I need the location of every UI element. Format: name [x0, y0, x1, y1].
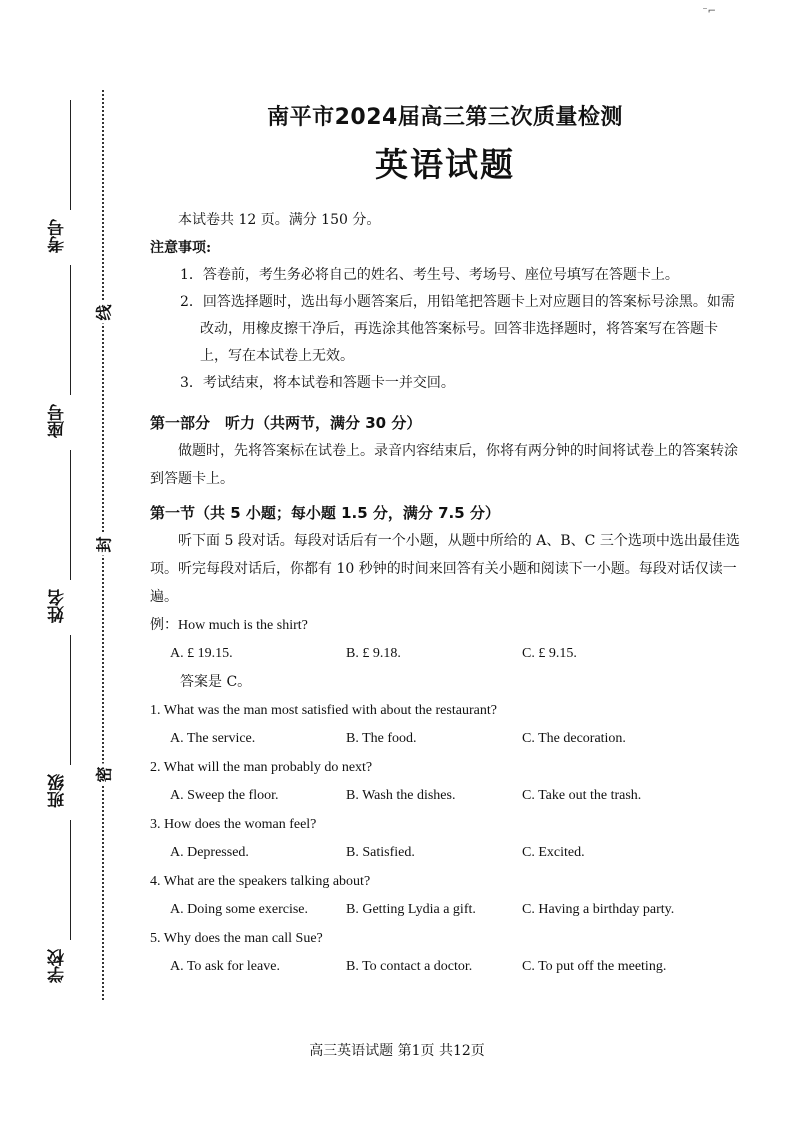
- subject-title: 英语试题: [375, 145, 515, 184]
- label-class: 班级: [50, 770, 78, 812]
- section1-heading: 第一节（共 5 小题；每小题 1.5 分，满分 7.5 分）: [150, 504, 500, 522]
- corner-mark: ⁻⌐: [702, 6, 716, 17]
- option-b: B. Satisfied.: [346, 845, 415, 860]
- part1-instructions: 做题时，先将答案标在试卷上。录音内容结束后，你将有两分钟的时间将试卷上的答案转涂到答题卡上。: [150, 443, 738, 487]
- example-question: [150, 612, 740, 696]
- part1-heading: 第一部分 听力（共两节，满分 30 分）: [150, 414, 422, 432]
- option-c: C. The decoration.: [522, 731, 626, 746]
- fill-line-seat-number: [70, 265, 71, 395]
- fill-line-exam-number: [70, 100, 71, 210]
- example-stem: 例：How much is the shirt?: [150, 618, 308, 633]
- label-exam-number: 考号: [50, 215, 78, 257]
- page-footer: 高三英语试题 第1页 共12页: [309, 1043, 485, 1059]
- paper-intro: 本试卷共 12 页。满分 150 分。: [178, 212, 381, 228]
- question-2: [150, 754, 740, 810]
- question-options: [150, 725, 740, 753]
- option-a: A. To ask for leave.: [170, 959, 280, 974]
- question-options: [150, 782, 740, 810]
- option-a: A. The service.: [170, 731, 256, 746]
- option-c: C. Having a birthday party.: [522, 902, 675, 917]
- fill-line-class: [70, 635, 71, 765]
- label-name: 姓名: [50, 585, 78, 627]
- section1-instructions: 听下面 5 段对话。每段对话后有一个小题，从题中所给的 A、B、C 三个选项中选出最佳选项。听完每段对话后，你都有 10 秒钟的时间来回答有关小题和阅读下一小题。每段对话仅读一遍。: [150, 533, 740, 605]
- note-item-3: 3．考试结束，将本试卷和答题卡一并交回。: [180, 375, 455, 391]
- question-4: [150, 868, 740, 924]
- question-options: [150, 896, 740, 924]
- label-seat-number: 座号: [50, 400, 78, 442]
- question-options: [150, 839, 740, 867]
- seal-char-line: 线: [89, 302, 118, 324]
- example-answer: 答案是 C。: [180, 674, 252, 690]
- exam-content: [150, 100, 740, 981]
- option-c: C. Take out the trash.: [522, 788, 642, 803]
- option-c: C. Excited.: [522, 845, 585, 860]
- seal-char-secret: 密: [89, 764, 118, 786]
- option-b: B. Getting Lydia a gift.: [346, 902, 476, 917]
- question-stem: 1. What was the man most satisfied with about the restaurant?: [150, 703, 497, 718]
- option-a: A. Doing some exercise.: [170, 902, 309, 917]
- exam-title: 南平市2024届高三第三次质量检测: [267, 105, 623, 130]
- option-a: A. Sweep the floor.: [170, 788, 279, 803]
- option-b: B. £ 9.18.: [346, 646, 401, 661]
- question-3: [150, 811, 740, 867]
- fill-line-name: [70, 450, 71, 580]
- option-c: C. £ 9.15.: [522, 646, 577, 661]
- option-a: A. Depressed.: [170, 845, 249, 860]
- option-b: B. The food.: [346, 731, 417, 746]
- label-school: 学校: [50, 945, 78, 987]
- fill-line-school: [70, 820, 71, 940]
- note-item-1: 1．答卷前，考生务必将自己的姓名、考生号、考场号、座位号填写在答题卡上。: [180, 267, 679, 283]
- question-stem: 4. What are the speakers talking about?: [150, 874, 371, 889]
- question-stem: 5. Why does the man call Sue?: [150, 931, 323, 946]
- option-a: A. £ 19.15.: [170, 646, 233, 661]
- option-c: C. To put off the meeting.: [522, 959, 667, 974]
- question-stem: 2. What will the man probably do next?: [150, 760, 373, 775]
- example-options: [150, 640, 740, 668]
- question-options: [150, 953, 740, 981]
- question-stem: 3. How does the woman feel?: [150, 817, 317, 832]
- question-1: [150, 697, 740, 753]
- option-b: B. To contact a doctor.: [346, 959, 473, 974]
- note-item-2: 2．回答选择题时，选出每小题答案后，用铅笔把答题卡上对应题目的答案标号涂黑。如需改动，用橡皮擦干净后，再选涂其他答案标号。回答非选择题时，将答案写在答题卡上，写在本试卷上无效。: [180, 294, 735, 364]
- option-b: B. Wash the dishes.: [346, 788, 456, 803]
- binding-margin: [0, 90, 130, 1010]
- question-5: [150, 925, 740, 981]
- notes-heading: 注意事项:: [150, 240, 212, 256]
- seal-char-seal: 封: [89, 534, 118, 556]
